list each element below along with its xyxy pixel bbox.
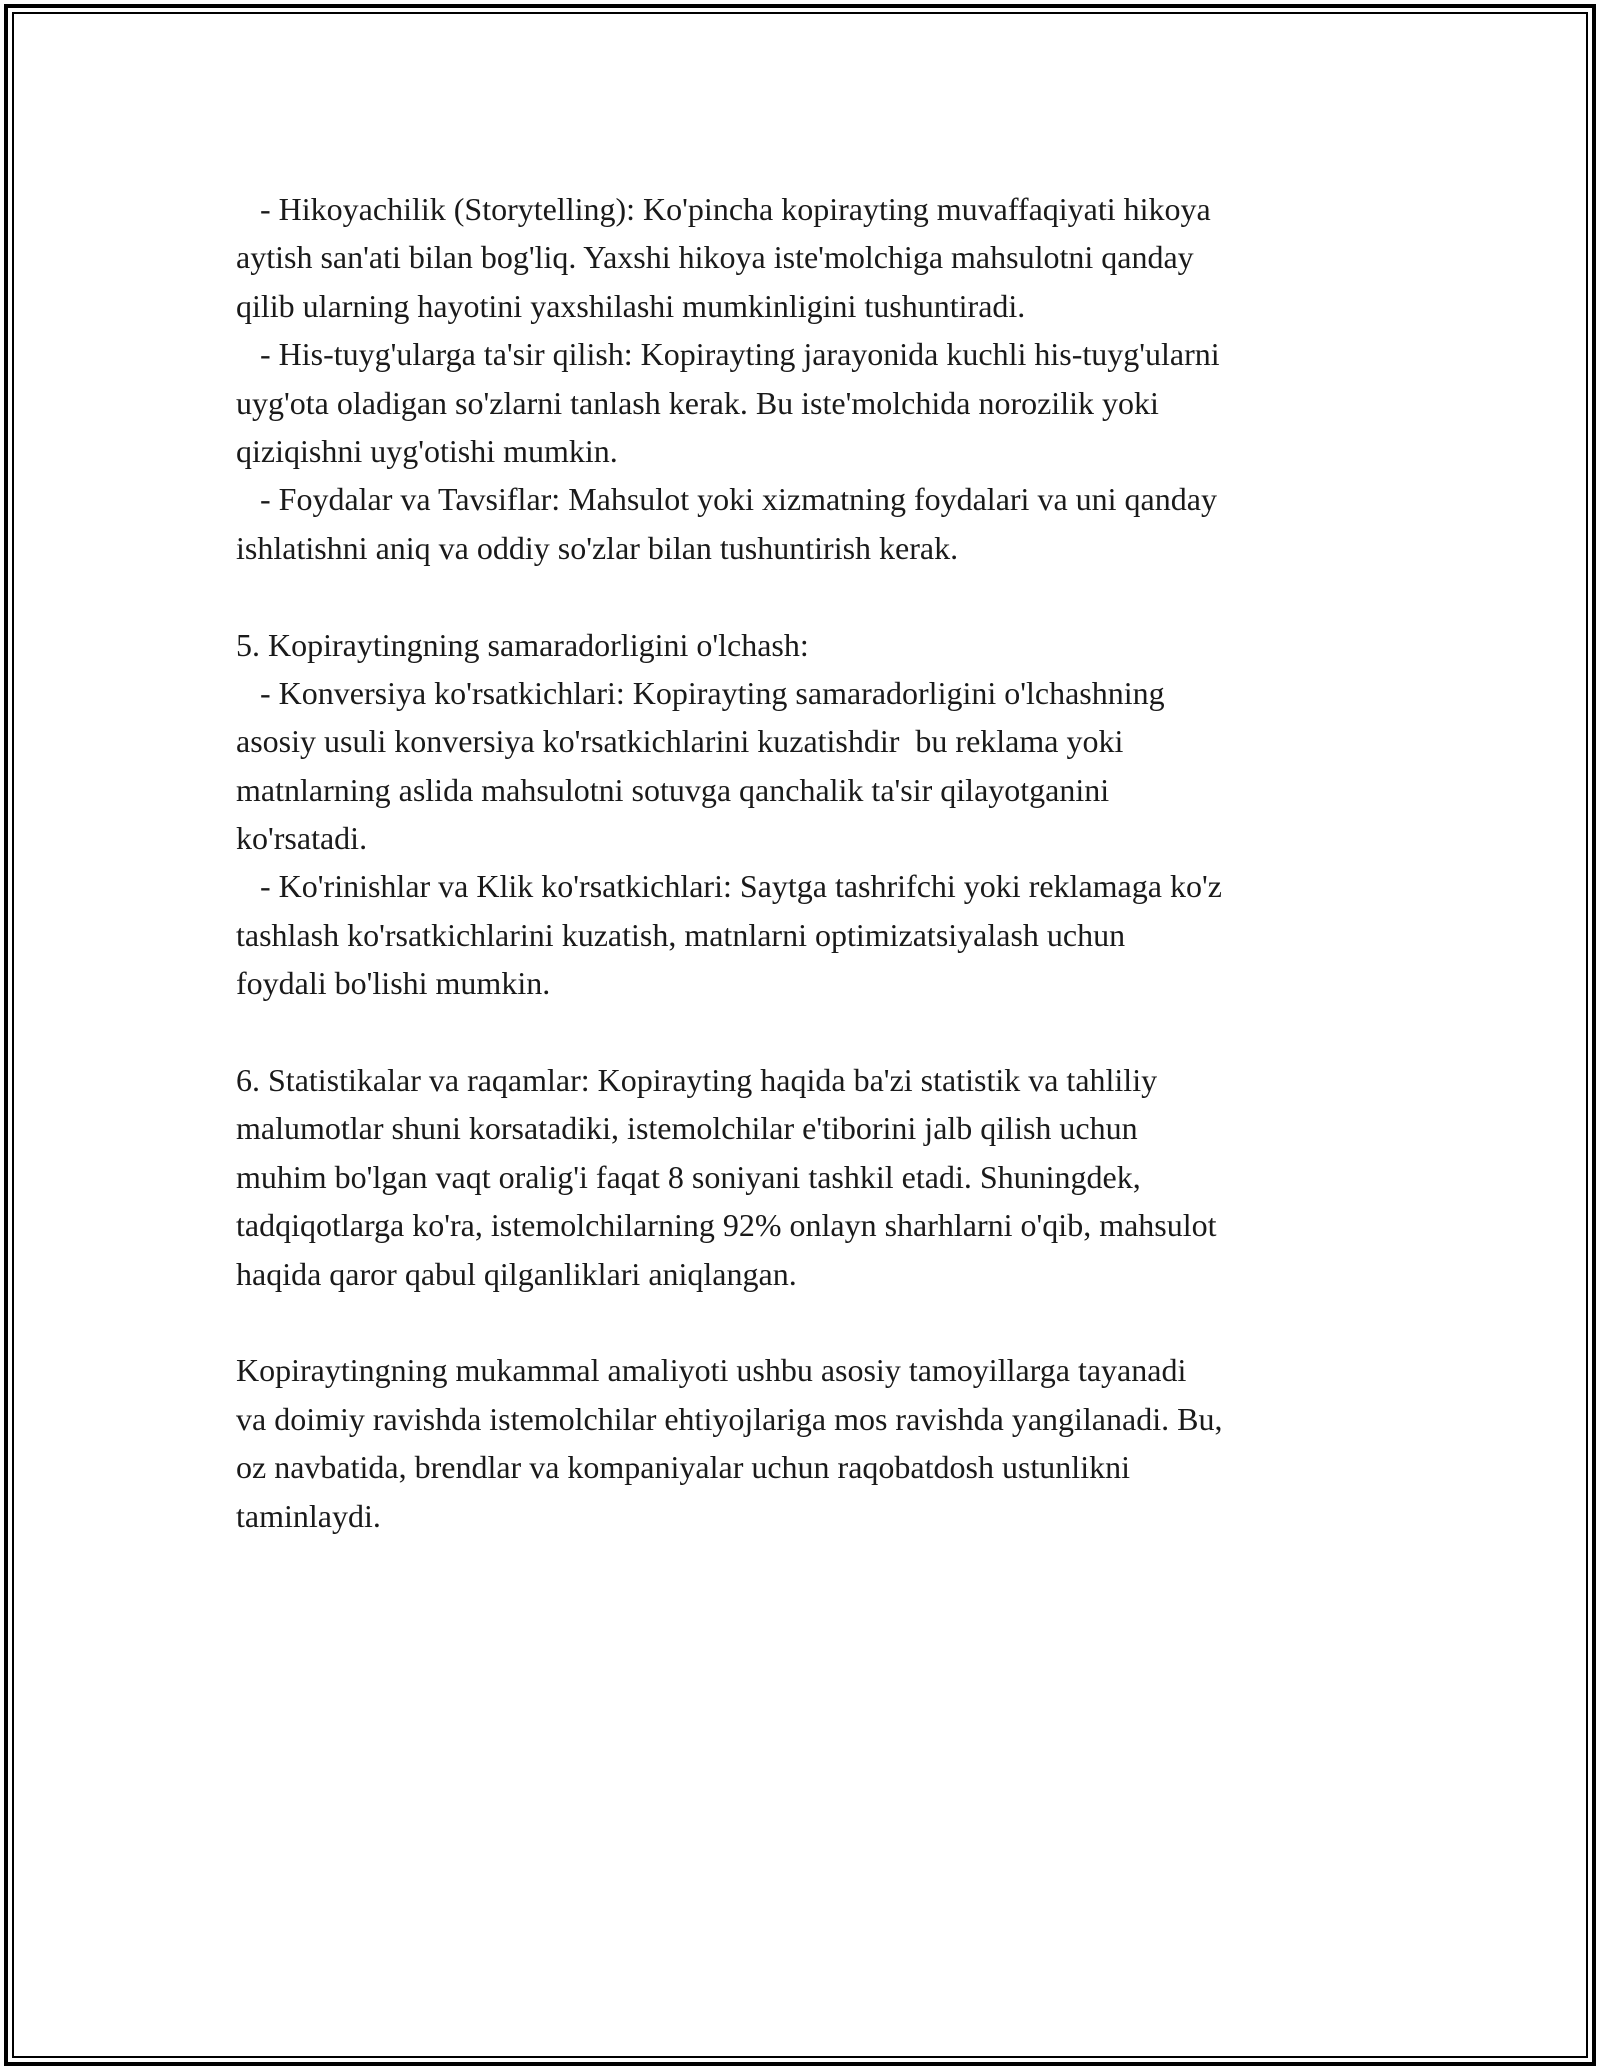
text-line: qiziqishni uyg'otishi mumkin.: [236, 432, 618, 469]
text-line: malumotlar shuni korsatadiki, istemolchilar e'tiborini jalb qilish uchun: [236, 1110, 1138, 1147]
section-heading: 5. Kopiraytingning samaradorligini o'lchash:: [236, 626, 809, 663]
text-line: uyg'ota oladigan so'zlarni tanlash kerak. Bu iste'molchida norozilik yoki: [236, 384, 1159, 421]
section-heading: 6. Statistikalar va raqamlar: Kopirayting haqida ba'zi statistik va tahliliy: [236, 1062, 1158, 1099]
text-line: - His-tuyg'ularga ta'sir qilish: Kopirayting jarayonida kuchli his-tuyg'ularni: [236, 336, 1220, 373]
text-line: muhim bo'lgan vaqt oralig'i faqat 8 soniyani tashkil etadi. Shuningdek,: [236, 1158, 1141, 1195]
text-line: taminlaydi.: [236, 1497, 381, 1534]
text-line: - Foydalar va Tavsiflar: Mahsulot yoki xizmatning foydalari va uni qanday: [236, 481, 1217, 518]
text-line: - Konversiya ko'rsatkichlari: Kopirayting samaradorligini o'lchashning: [236, 674, 1165, 711]
text-line: - Ko'rinishlar va Klik ko'rsatkichlari: Saytga tashrifchi yoki reklamaga ko'z: [236, 868, 1222, 905]
paragraph-conclusion: [236, 1346, 1376, 1540]
document-body: [236, 185, 1376, 1540]
text-line: oz navbatida, brendlar va kompaniyalar uchun raqobatdosh ustunlikni: [236, 1449, 1130, 1486]
text-line: ko'rsatadi.: [236, 820, 368, 857]
text-line: foydali bo'lishi mumkin.: [236, 965, 551, 1002]
text-line: aytish san'ati bilan bog'liq. Yaxshi hikoya iste'molchiga mahsulotni qanday: [236, 239, 1194, 276]
paragraph-spacer: [236, 572, 1376, 620]
text-line: matnlarning aslida mahsulotni sotuvga qanchalik ta'sir qilayotganini: [236, 771, 1110, 808]
text-line: tadqiqotlarga ko'ra, istemolchilarning 92% onlayn sharhlarni o'qib, mahsulot: [236, 1207, 1217, 1244]
paragraph-measurement: [236, 621, 1376, 1008]
text-line: ishlatishni aniq va oddiy so'zlar bilan tushuntirish kerak.: [236, 529, 959, 566]
text-line: Kopiraytingning mukammal amaliyoti ushbu asosiy tamoyillarga tayanadi: [236, 1352, 1187, 1389]
text-line: haqida qaror qabul qilganliklari aniqlangan.: [236, 1255, 797, 1292]
text-line: asosiy usuli konversiya ko'rsatkichlarini kuzatishdir bu reklama yoki: [236, 723, 1124, 760]
paragraph-spacer: [236, 1008, 1376, 1056]
text-line: va doimiy ravishda istemolchilar ehtiyojlariga mos ravishda yangilanadi. Bu,: [236, 1400, 1223, 1437]
paragraph-statistics: [236, 1056, 1376, 1298]
paragraph-techniques: [236, 185, 1376, 572]
text-line: - Hikoyachilik (Storytelling): Ko'pincha kopirayting muvaffaqiyati hikoya: [236, 191, 1211, 227]
text-line: tashlash ko'rsatkichlarini kuzatish, matnlarni optimizatsiyalash uchun: [236, 916, 1126, 953]
text-line: qilib ularning hayotini yaxshilashi mumkinligini tushuntiradi.: [236, 287, 1026, 324]
paragraph-spacer: [236, 1298, 1376, 1346]
